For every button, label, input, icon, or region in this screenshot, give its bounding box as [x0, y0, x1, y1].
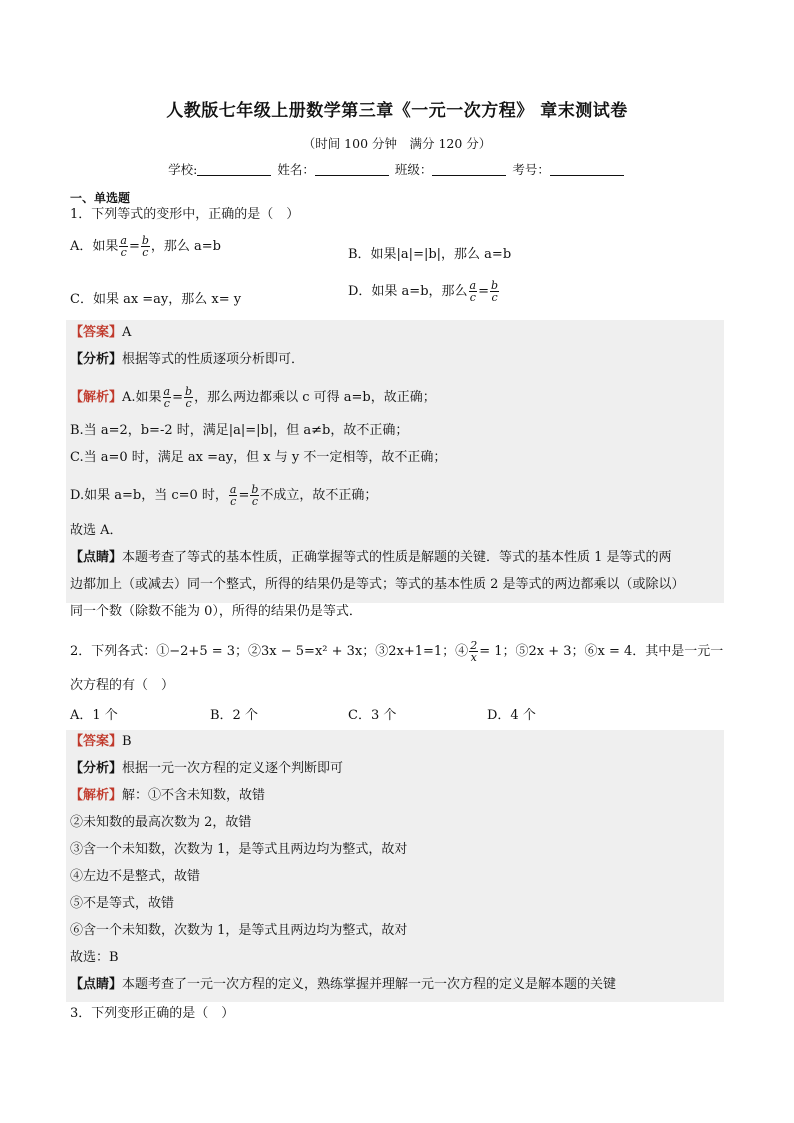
page-title: 人教版七年级上册数学第三章《一元一次方程》 章末测试卷 [166, 101, 628, 121]
q2-answer: 【答案】B [70, 734, 132, 749]
fraction-b-over-c: $\frac{b}{c}$ [141, 234, 149, 259]
q2-option-d[interactable]: D．4 个 [487, 708, 536, 723]
school-blank[interactable] [197, 163, 271, 176]
q3-stem: 3．下列变形正确的是（ ） [70, 1006, 235, 1021]
fraction-a-over-c: $\frac{a}{c}$ [163, 385, 171, 410]
q2-solution-2: ②未知数的最高次数为 2，故错 [70, 815, 252, 830]
q1-option-a[interactable]: A．如果 $\frac{a}{c}$ = $\frac{b}{c}$ ，那么 a=b [70, 234, 222, 259]
q2-choose: 故选：B [70, 950, 119, 965]
id-label: 考号： [512, 162, 550, 177]
q2-solution-3: ③含一个未知数，次数为 1，是等式且两边均为整式，故对 [70, 842, 408, 857]
q2-comment: 【点睛】本题考查了一元一次方程的定义，熟练掌握并理解一元一次方程的定义是解本题的关键 [70, 977, 617, 992]
q1-solution-d: D.如果 a=b，当 c=0 时， $\frac{a}{c}$ = $\frac{b}{c}$ 不成立，故不正确； [70, 483, 378, 508]
q2-solution-5: ⑤不是等式，故错 [70, 896, 175, 911]
q1-comment-line-2: 边都加上（或减去）同一个整式，所得的结果仍是等式；等式的基本性质 2 是等式的两边都乘以（或除以） [70, 577, 685, 592]
fraction-a-over-c: $\frac{a}{c}$ [469, 279, 477, 304]
q2-solution-4: ④左边不是整式，故错 [70, 869, 201, 884]
fraction-b-over-c: $\frac{b}{c}$ [185, 385, 193, 410]
student-info-line [0, 160, 794, 178]
q2-stem-line-2: 次方程的有（ ） [70, 678, 175, 693]
q2-option-b[interactable]: B．2 个 [210, 708, 258, 723]
q2-solution-1: 【解析】解：①不含未知数，故错 [70, 788, 266, 803]
q1-option-d[interactable]: D．如果 a=b，那么 $\frac{a}{c}$ = $\frac{b}{c}$ [348, 279, 499, 304]
q1-solution-b: B.当 a=2，b=-2 时，满足|a|=|b|，但 a≠b，故不正确； [70, 423, 409, 438]
q1-analysis: 【分析】根据等式的性质逐项分析即可． [70, 352, 305, 367]
fraction-2-over-x: $\frac{2}{x}$ [470, 639, 478, 664]
q1-option-c[interactable]: C．如果 ax =ay，那么 x= y [70, 292, 242, 307]
section-heading: 一、单选题 [70, 191, 131, 205]
fraction-a-over-c: $\frac{a}{c}$ [229, 483, 237, 508]
q1-solution-c: C.当 a=0 时，满足 ax =ay，但 x 与 y 不一定相等，故不正确； [70, 450, 447, 465]
fraction-a-over-c: $\frac{a}{c}$ [120, 234, 127, 259]
school-label: 学校: [168, 162, 198, 177]
q2-option-a[interactable]: A．1 个 [70, 708, 118, 723]
class-label: 班级： [394, 162, 433, 177]
fraction-b-over-c: $\frac{b}{c}$ [251, 483, 259, 508]
q2-analysis: 【分析】根据一元一次方程的定义逐个判断即可 [70, 761, 344, 776]
class-blank[interactable] [432, 163, 506, 176]
q1-comment-line-3: 同一个数（除数不能为 0），所得的结果仍是等式． [70, 604, 362, 619]
q1-answer: 【答案】A [70, 325, 132, 340]
q1-option-b[interactable]: B．如果|a|=|b|，那么 a=b [348, 247, 512, 262]
q1-solution-a: 【解析】A.如果 $\frac{a}{c}$ = $\frac{b}{c}$ ，那么两边都乘以 c 可得 a=b，故正确； [70, 385, 436, 410]
page-subtitle: （时间 100 分钟 满分 120 分） [302, 136, 492, 151]
id-blank[interactable] [550, 163, 624, 176]
q2-solution-6: ⑥含一个未知数，次数为 1，是等式且两边均为整式，故对 [70, 923, 408, 938]
q1-comment-line-1: 【点睛】本题考查了等式的基本性质，正确掌握等式的性质是解题的关键．等式的基本性质 1 是等式的两 [70, 550, 672, 565]
q2-stem: 2．下列各式：①−2+5 = 3；②3x − 5=x² + 3x；③2x+1=1；④ $\frac{2}{x}$ = 1；⑤2x + 3；⑥x = 4．其中是一元一 [70, 639, 724, 664]
q2-option-c[interactable]: C．3 个 [348, 708, 397, 723]
fraction-b-over-c: $\frac{b}{c}$ [491, 279, 499, 304]
q1-stem: 1．下列等式的变形中，正确的是（ ） [70, 207, 300, 222]
q1-choose: 故选 A． [70, 523, 123, 538]
name-blank[interactable] [315, 163, 389, 176]
name-label: 姓名： [277, 162, 315, 177]
